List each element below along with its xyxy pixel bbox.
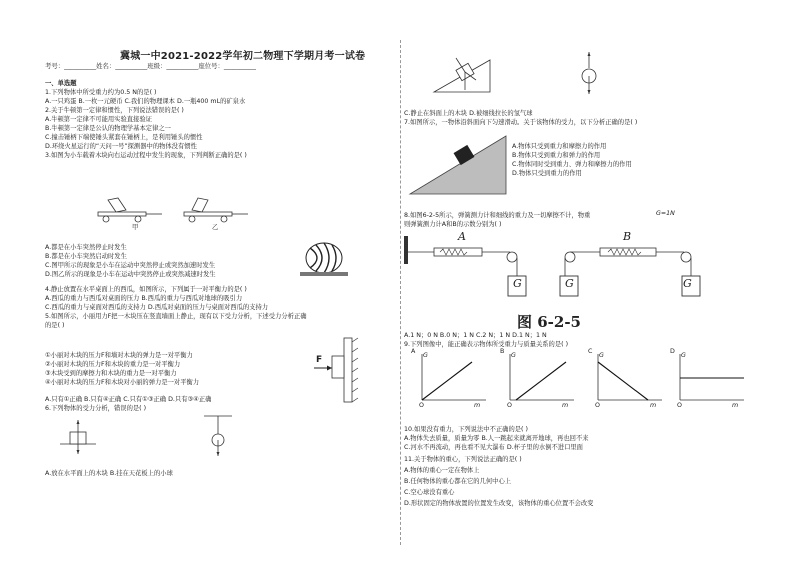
q6-figure-c [434, 50, 494, 96]
exam-title: 冀城一中2021-2022学年初二物理下学期月考一试卷 [120, 51, 366, 62]
graph-d-x-label: m [732, 402, 739, 409]
q7-option-c: C.物体同时受到重力、弹力和摩擦力的作用 [512, 161, 632, 168]
q6-options-cd: C.静止在斜面上的木块 D.被细线拉长的氢气球 [404, 110, 533, 117]
q5-statement-1: ①小丽对木块的压力F和墙对木块的弹力是一对平衡力 [45, 352, 193, 359]
graph-a-y-label: G [423, 352, 428, 359]
q10-stem: 10.如果没有重力，下列说法中不正确的是( ) [404, 426, 528, 433]
q9-stem: 9.下列图像中，能正确表示物体所受重力与质量关系的是( ) [404, 341, 569, 348]
q8-options: A.1 N；0 N B.0 N；1 N C.2 N；1 N D.1 N；1 N [404, 332, 547, 339]
graph-a-x-label: m [474, 402, 481, 409]
weight-g-label-a: G [513, 277, 522, 290]
incline-figure [410, 130, 510, 198]
graph-c [596, 352, 664, 404]
q6-figure-b [200, 414, 240, 462]
q5-statement-4: ④小丽对木块的压力F和木块对小丽的弹力是一对平衡力 [45, 379, 200, 386]
graph-d [678, 352, 746, 404]
q1-options: A.一只鸡蛋 B.一枚一元硬币 C.我们的物理课本 D.一瓶400 mL的矿泉水 [45, 98, 246, 105]
q5-statement-2: ②小丽对木块的压力F和木块的重力是一对平衡力 [45, 361, 181, 368]
fig-label-yi: 乙 [212, 224, 219, 231]
q10-options-ab: A.物体失去质量，质量为零 B.人一跳起来就离开地球，再也回不来 [404, 435, 589, 442]
q2-option-c: C.撞击锤柄下端使锤头紧套在锤柄上，是利用锤头的惯性 [45, 134, 203, 141]
q7-stem: 7.如图所示，一物体沿斜面向下匀速滑动。关于该物体的受力，以下分析正确的是( ) [404, 119, 638, 126]
q5-stem: 5.如图所示，小丽用力F把一木块压在竖直墙面上静止，现有以下受力分析，下述受力分析正确 [45, 313, 307, 320]
q11-stem: 11.关于物体的重心，下列说法正确的是( ) [404, 456, 522, 463]
scale-a-label: A [458, 230, 466, 243]
weight-g-label-b2: G [683, 277, 692, 290]
scale-b-label: B [623, 230, 632, 243]
spring-scale-figure-a [404, 236, 530, 302]
q11-option-a: A.物体的重心一定在物体上 [404, 467, 480, 474]
q7-option-d: D.物体只受到重力的作用 [512, 170, 582, 177]
graph-d-y-label: G [681, 352, 686, 359]
q6-figure-a [60, 414, 100, 454]
q8-stem-cont: 则弹簧测力计A和B的示数分别为( ) [404, 221, 502, 228]
graph-c-x-label: m [650, 402, 657, 409]
q3-option-c: C.图甲所示的现象是小车在运动中突然停止或突然加速时发生 [45, 262, 216, 269]
q8-stem: 8.如图6-2-5所示，弹簧测力计和细线的重力及一切摩擦不计，物重 [404, 212, 591, 219]
q4-options-ab: A.西瓜的重力与西瓜对桌面的压力 B.西瓜的重力与西瓜对地球的吸引力 [45, 295, 243, 302]
graph-c-label: C [588, 348, 593, 355]
q2-stem: 2.关于牛顿第一定律和惯性，下列说法错误的是( ) [45, 107, 184, 114]
graph-a-label: A [411, 348, 416, 355]
graph-c-y-label: G [599, 352, 604, 359]
q11-option-b: B.任何物体的重心都在它的几何中心上 [404, 478, 512, 485]
graph-b-label: B [500, 348, 505, 355]
graph-d-label: D [670, 348, 675, 355]
q7-option-b: B.物体只受到重力和弹力的作用 [512, 152, 601, 159]
q3-option-a: A.都是在小车突然停止时发生 [45, 244, 127, 251]
graph-b [508, 352, 576, 404]
watermelon-figure [300, 240, 350, 278]
fig-label-jia: 甲 [132, 224, 139, 231]
force-label-f: F [316, 355, 323, 365]
q3-stem: 3.如图为小车载着木块向右运动过程中发生的现象，下列判断正确的是( ) [45, 152, 247, 159]
q6-stem: 6.下列物体的受力分析，错误的是( ) [45, 405, 147, 412]
spring-scale-figure-b [560, 236, 700, 302]
q5-options: A.只有①正确 B.只有④正确 C.只有①③正确 D.只有③④正确 [45, 396, 212, 403]
graph-b-x-label: m [562, 402, 569, 409]
wall-block-figure [312, 338, 362, 404]
q2-option-a: A.牛顿第一定律不可能用实验直接验证 [45, 116, 152, 123]
q10-options-cd: C.河水不再流动，再也看不见大瀑布 D.杯子里的水倒不进口里面 [404, 444, 583, 451]
figure-title: 图 6-2-5 [517, 313, 581, 331]
graph-b-origin: O [507, 402, 512, 409]
q6-options-ab: A.放在水平面上的木块 B.挂在天花板上的小球 [45, 470, 173, 477]
section-heading: 一、单选题 [45, 80, 77, 87]
weight-g-label-b1: G [565, 277, 574, 290]
q4-options-cd: C.西瓜的重力与桌面对西瓜的支持力 D.西瓜对桌面的压力与桌面对西瓜的支持力 [45, 304, 269, 311]
q5-stem-cont: 的是( ) [45, 322, 65, 329]
cart-figure-jia [96, 196, 166, 228]
student-info-line: 考号：__________姓名：__________班级：__________座位号：__________ [45, 62, 256, 70]
q2-option-d: D.环绕火星运行的“天问一号”探测器中的物体没有惯性 [45, 143, 197, 150]
graph-a [420, 352, 488, 404]
q7-option-a: A.物体只受到重力和摩擦力的作用 [512, 143, 607, 150]
graph-a-origin: O [419, 402, 424, 409]
q11-option-d: D.形状固定的物体放置的位置发生改变，该物体的重心位置不会改变 [404, 500, 594, 507]
q6-figure-d [575, 50, 605, 98]
q11-option-c: C.空心球没有重心 [404, 489, 455, 496]
q2-option-b: B.牛顿第一定律是公认的物理学基本定律之一 [45, 125, 171, 132]
graph-d-origin: O [677, 402, 682, 409]
q4-stem: 4.静止放置在水平桌面上的西瓜，如图所示，下列属于一对平衡力的是( ) [45, 286, 247, 293]
q1-stem: 1.下列物体中所受重力约为0.5 N的是( ) [45, 89, 157, 96]
graph-c-origin: O [595, 402, 600, 409]
q5-statement-3: ③木块受到的摩擦力和木块的重力是一对平衡力 [45, 370, 177, 377]
q3-option-d: D.图乙所示的现象是小车在运动中突然停止或突然减速时发生 [45, 271, 216, 278]
q3-option-b: B.都是在小车突然启动时发生 [45, 253, 127, 260]
column-divider [400, 40, 401, 545]
q8-weight: G=1N [656, 210, 675, 217]
graph-b-y-label: G [511, 352, 516, 359]
